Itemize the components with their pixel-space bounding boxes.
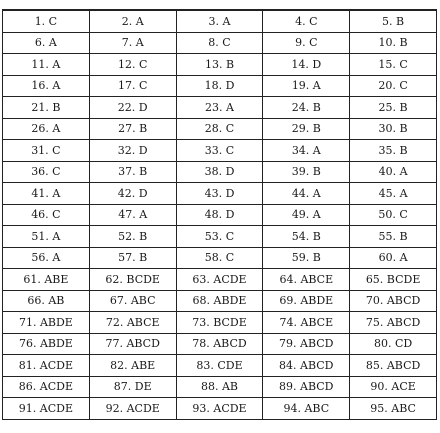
answer-cell: 5. B [350,10,437,32]
answer-cell: 26. A [3,118,90,140]
answer-cell: 46. C [3,204,90,226]
answer-cell: 73. BCDE [176,312,263,334]
answer-cell: 4. C [263,10,350,32]
answer-cell: 6. A [3,32,90,54]
answer-cell: 58. C [176,247,263,269]
answer-cell: 49. A [263,204,350,226]
answer-cell: 27. B [89,118,176,140]
answer-row [3,355,437,377]
answer-cell: 95. ABC [350,398,437,420]
answer-cell: 72. ABCE [89,312,176,334]
answer-cell: 66. AB [3,290,90,312]
answer-cell: 63. ACDE [176,269,263,291]
answer-row [3,161,437,183]
answer-cell: 51. A [3,226,90,248]
answer-cell: 77. ABCD [89,333,176,355]
answer-cell: 29. B [263,118,350,140]
answer-cell: 43. D [176,183,263,205]
answer-key-body [3,10,437,419]
answer-cell: 22. D [89,97,176,119]
answer-cell: 48. D [176,204,263,226]
answer-row [3,75,437,97]
answer-cell: 90. ACE [350,376,437,398]
answer-row [3,118,437,140]
answer-cell: 34. A [263,140,350,162]
answer-row [3,226,437,248]
answer-cell: 83. CDE [176,355,263,377]
answer-cell: 47. A [89,204,176,226]
answer-cell: 78. ABCD [176,333,263,355]
answer-key-table [2,9,437,420]
answer-cell: 59. B [263,247,350,269]
answer-row [3,204,437,226]
answer-cell: 3. A [176,10,263,32]
answer-cell: 10. B [350,32,437,54]
answer-row [3,247,437,269]
answer-cell: 31. C [3,140,90,162]
answer-cell: 1. C [3,10,90,32]
answer-row [3,97,437,119]
answer-cell: 71. ABDE [3,312,90,334]
answer-cell: 19. A [263,75,350,97]
answer-cell: 65. BCDE [350,269,437,291]
answer-cell: 15. C [350,54,437,76]
answer-cell: 30. B [350,118,437,140]
answer-cell: 40. A [350,161,437,183]
answer-cell: 69. ABDE [263,290,350,312]
answer-cell: 92. ACDE [89,398,176,420]
answer-cell: 42. D [89,183,176,205]
answer-row [3,32,437,54]
answer-cell: 94. ABC [263,398,350,420]
answer-cell: 28. C [176,118,263,140]
answer-cell: 86. ACDE [3,376,90,398]
answer-cell: 45. A [350,183,437,205]
answer-cell: 7. A [89,32,176,54]
answer-row [3,376,437,398]
answer-cell: 11. A [3,54,90,76]
answer-cell: 37. B [89,161,176,183]
answer-cell: 35. B [350,140,437,162]
answer-cell: 25. B [350,97,437,119]
answer-cell: 89. ABCD [263,376,350,398]
answer-cell: 79. ABCD [263,333,350,355]
answer-row [3,333,437,355]
answer-cell: 88. AB [176,376,263,398]
answer-cell: 57. B [89,247,176,269]
answer-cell: 36. C [3,161,90,183]
answer-row [3,10,437,32]
answer-cell: 56. A [3,247,90,269]
answer-cell: 14. D [263,54,350,76]
answer-cell: 75. ABCD [350,312,437,334]
answer-row [3,140,437,162]
answer-cell: 52. B [89,226,176,248]
answer-cell: 9. C [263,32,350,54]
answer-cell: 23. A [176,97,263,119]
answer-row [3,312,437,334]
answer-cell: 41. A [3,183,90,205]
answer-cell: 70. ABCD [350,290,437,312]
answer-cell: 54. B [263,226,350,248]
answer-cell: 85. ABCD [350,355,437,377]
answer-cell: 32. D [89,140,176,162]
answer-cell: 84. ABCD [263,355,350,377]
answer-cell: 82. ABE [89,355,176,377]
answer-cell: 60. A [350,247,437,269]
answer-cell: 12. C [89,54,176,76]
answer-cell: 38. D [176,161,263,183]
answer-cell: 20. C [350,75,437,97]
answer-cell: 61. ABE [3,269,90,291]
answer-row [3,54,437,76]
answer-row [3,290,437,312]
answer-cell: 80. CD [350,333,437,355]
answer-cell: 13. B [176,54,263,76]
answer-cell: 16. A [3,75,90,97]
answer-cell: 17. C [89,75,176,97]
answer-cell: 2. A [89,10,176,32]
answer-cell: 87. DE [89,376,176,398]
answer-row [3,398,437,420]
answer-cell: 39. B [263,161,350,183]
answer-cell: 24. B [263,97,350,119]
answer-cell: 74. ABCE [263,312,350,334]
answer-cell: 8. C [176,32,263,54]
answer-cell: 91. ACDE [3,398,90,420]
answer-row [3,183,437,205]
answer-cell: 50. C [350,204,437,226]
answer-cell: 44. A [263,183,350,205]
answer-cell: 64. ABCE [263,269,350,291]
answer-cell: 55. B [350,226,437,248]
answer-cell: 81. ACDE [3,355,90,377]
answer-cell: 68. ABDE [176,290,263,312]
answer-row [3,269,437,291]
answer-cell: 18. D [176,75,263,97]
answer-cell: 53. C [176,226,263,248]
answer-cell: 67. ABC [89,290,176,312]
answer-cell: 76. ABDE [3,333,90,355]
answer-cell: 21. B [3,97,90,119]
answer-cell: 93. ACDE [176,398,263,420]
answer-cell: 62. BCDE [89,269,176,291]
answer-cell: 33. C [176,140,263,162]
